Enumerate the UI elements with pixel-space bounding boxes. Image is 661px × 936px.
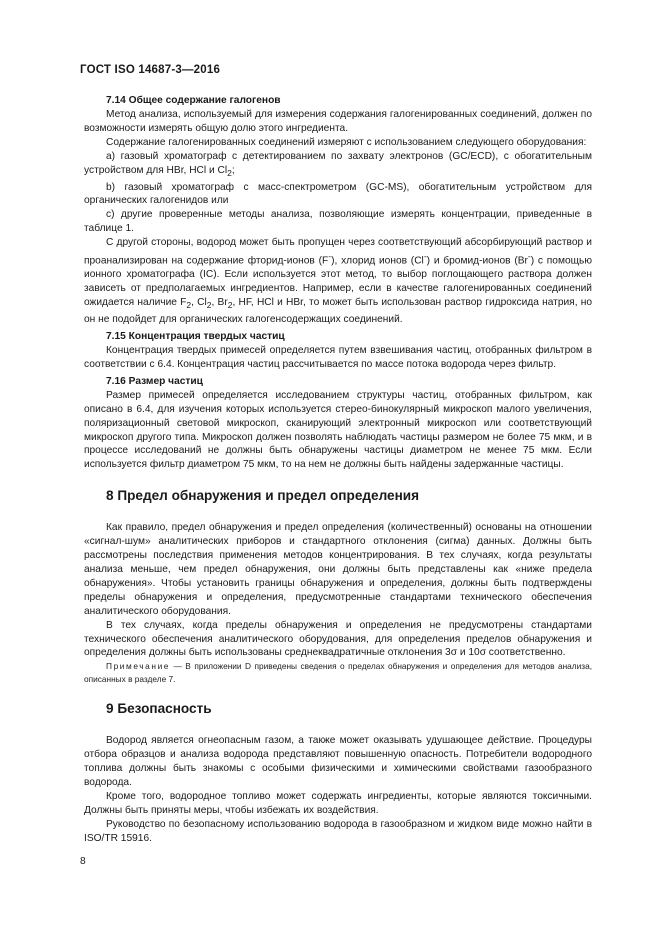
list-item-c: c) другие проверенные методы анализа, позволяющие измерять концентрации, приведенные в таблице 1.	[84, 209, 592, 235]
paragraph: Метод анализа, используемый для измерения содержания галогенированных соединений, должен по возможности измерять общую долю этого ингредиента.	[84, 109, 592, 134]
document-body	[84, 94, 592, 846]
section-7-16-heading: 7.16 Размер частиц	[106, 375, 203, 387]
list-item-b: b) газовый хроматограф с масс-спектрометром (GC-MS), обогатительным устройством для органических галогенидов или	[84, 181, 592, 207]
paragraph: Как правило, предел обнаружения и предел определения (количественный) основаны на отношении «сигнал-шум» аналитических приборов и стандартного отклонения (сигма) данных. Должны быть рассмотрены последствия применения методов концентрирования. В тех случаях, когда результаты анализа меньше, чем предел обнаружения, они должны быть представлены как «ниже предела обнаружения». Чтобы установить границы обнаружения и определения, должны быть подтверждены пределы обнаружения и определения, предусмотренные стандартами технического обеспечения аналитического оборудования.	[84, 522, 592, 617]
section-7-14-heading: 7.14 Общее содержание галогенов	[106, 95, 281, 106]
section-9-heading: 9 Безопасность	[106, 701, 212, 717]
section-8-heading: 8 Предел обнаружения и предел определения	[106, 488, 420, 504]
paragraph: С другой стороны, водород может быть пропущен через соответствующий абсорбирующий раствор и проанализирован на содержание фторид-ионов (F-), хлорид ионов (Cl-) и бромид-ионов (Br-) с помощью ионного хроматографа (IC). Если используется этот метод, то выбор поглощающего раствора должен зависеть от предполагаемых ингредиентов. Например, если в качестве галогенированных соединений ожидается наличие $F_2$, $Cl_2$, $Br_2$, HF, HCl и HBr, то может быть использован раствор гидроксида натрия, но он не подойдет для органических галогенсодержащих соединений.	[84, 237, 593, 326]
paragraph: Размер примесей определяется исследованием структуры частиц, отобранных фильтром, как описано в 6.4, для изучения которых используется стерео-бинокулярный микроскоп малого увеличения, поляризационный световой микроскоп, сканирующий электронный микроскоп или соответствующий микроскоп другого типа. Микроскоп должен позволять наблюдать частицы размером не более 75 мкм, и в процессе исследований не должны быть обнаружены частицы диаметром не менее 75 мкм. Если используется фильтр диаметром 75 мкм, то на нем не должны быть найдены задержанные частицы.	[84, 389, 592, 471]
paragraph: Кроме того, водородное топливо может содержать ингредиенты, которые являются токсичными. Должны быть приняты меры, чтобы избежать их воздействия.	[84, 790, 592, 816]
paragraph: Водород является огнеопасным газом, а также может оказывать удушающее действие. Процедуры отбора образцов и анализа водорода представляют повышенную опасность. Потребители водородного топлива должны быть знакомы с особыми физическими и химическими свойствами газообразного водорода.	[84, 735, 592, 789]
note-label: Примечание	[106, 661, 171, 672]
note-text: — В приложении D приведены сведения о пределах обнаружения и определения для методов анализа, описанных в разделе 7.	[84, 661, 592, 684]
note	[84, 660, 592, 685]
paragraph: Концентрация твердых примесей определяется путем взвешивания частиц, отобранных фильтром в соответствии с 6.4. Концентрация частиц рассчитывается по массе потока водорода через фильтр.	[84, 345, 592, 370]
list-item-a: a) газовый хроматограф с детектированием по захвату электронов (GC/ECD), с обогатительным устройством для HBr, HCl и $Cl_2$;	[84, 150, 592, 178]
paragraph: Руководство по безопасному использованию водорода в газообразном и жидком виде можно найти в ISO/TR 15916.	[84, 818, 592, 844]
document-header: ГОСТ ISO 14687-3—2016	[80, 64, 221, 76]
paragraph: Содержание галогенированных соединений измеряют с использованием следующего оборудования:	[106, 136, 587, 148]
paragraph: В тех случаях, когда пределы обнаружения и определения не предусмотрены стандартами технического обеспечения аналитического оборудования, для определения пределов обнаружения и определения должны быть использованы среднеквадратичные отклонения 3σ и 10σ соответственно.	[84, 619, 592, 659]
section-7-15-heading: 7.15 Концентрация твердых частиц	[106, 331, 285, 343]
page-number: 8	[80, 856, 86, 867]
